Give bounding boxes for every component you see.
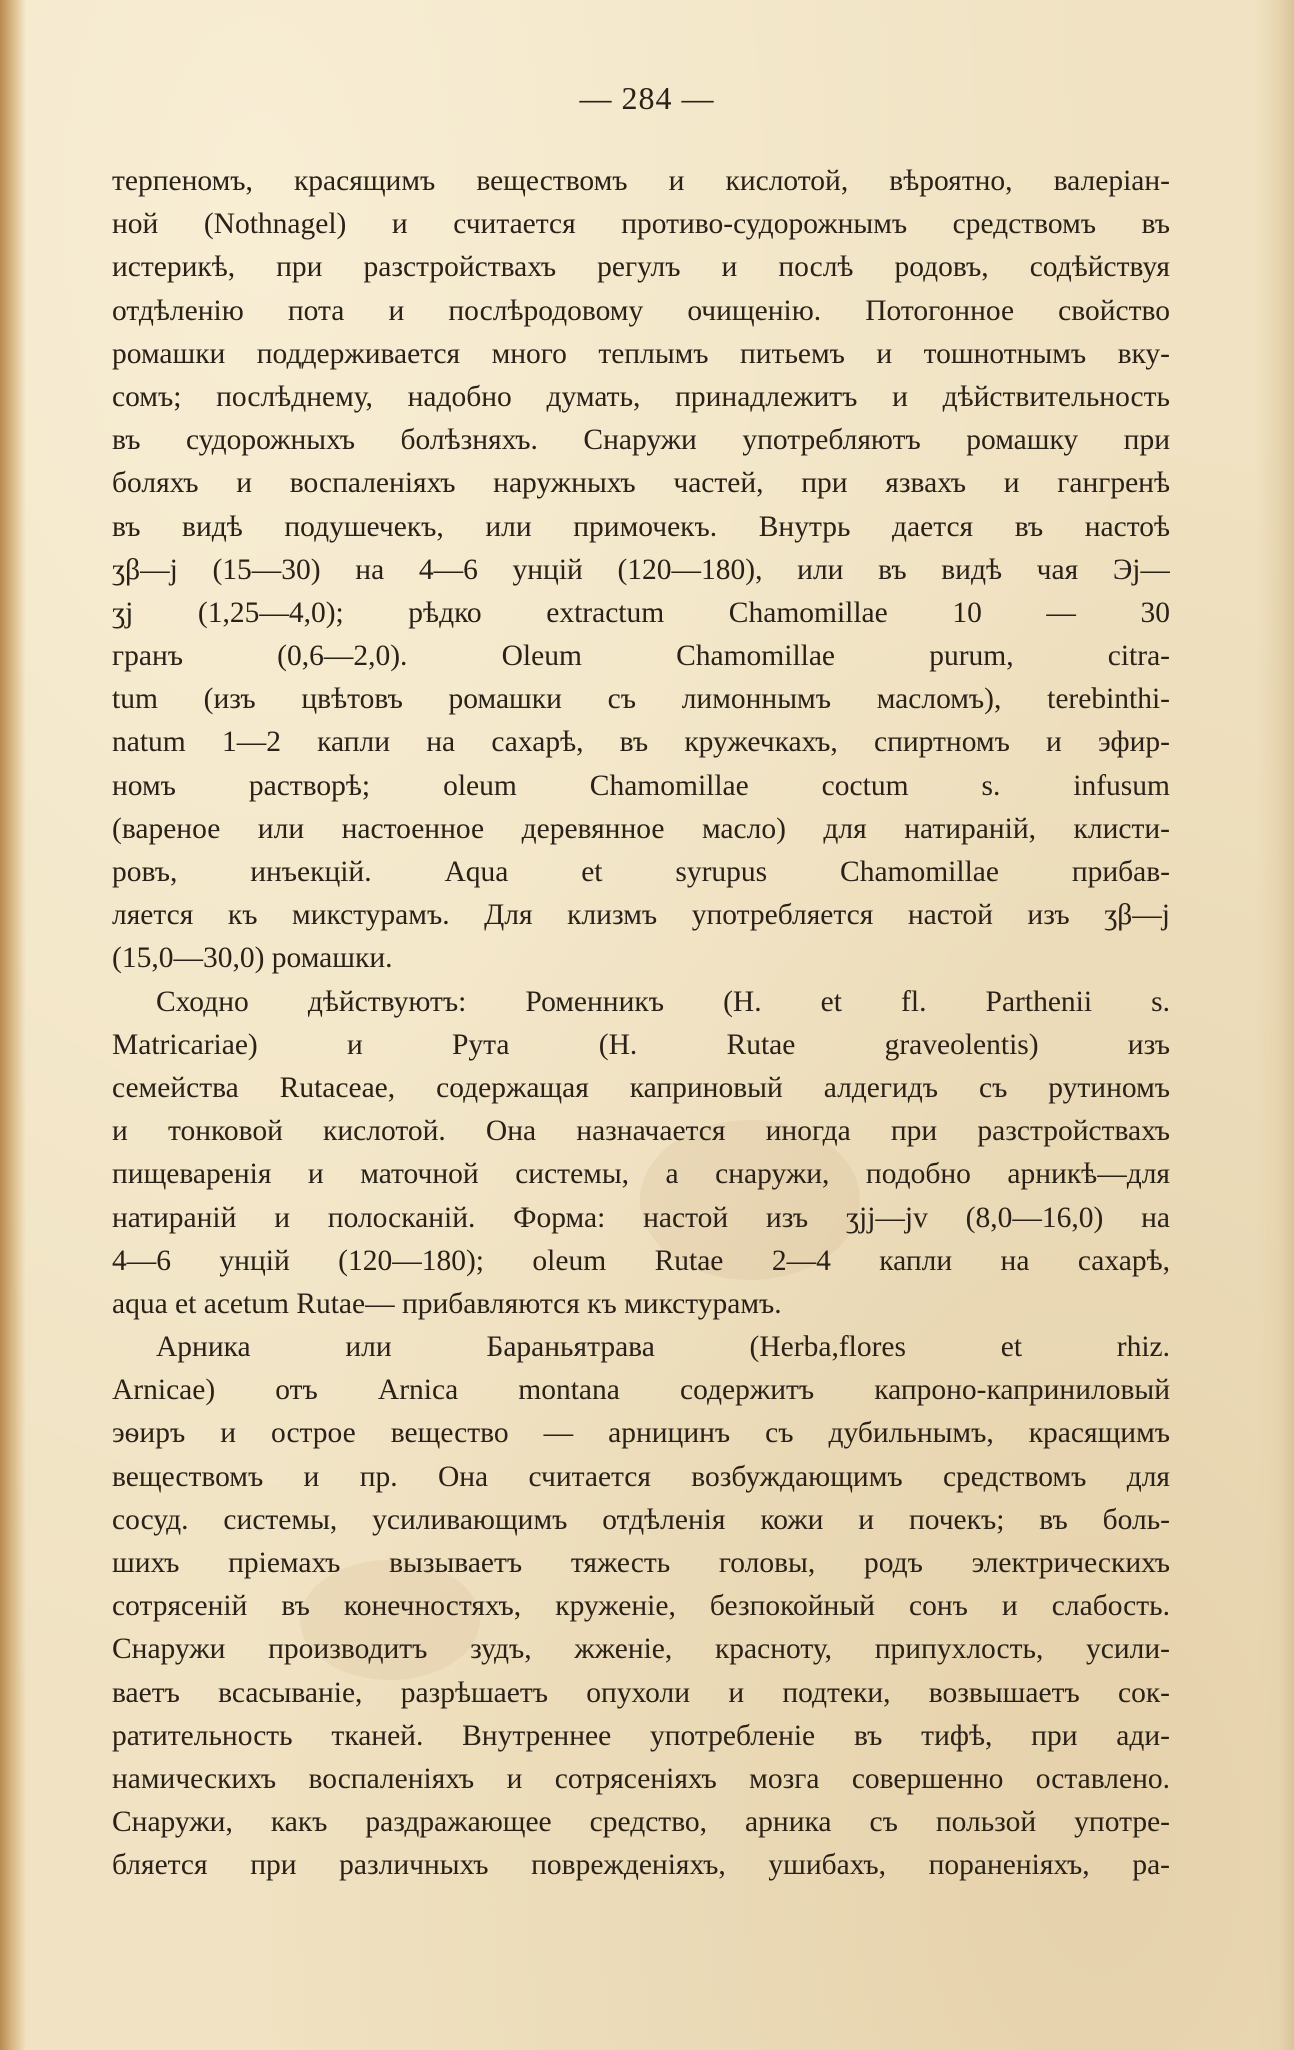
text-line: ратительность тканей. Внутреннее употребленіе въ тифѣ, при ади-	[112, 1719, 1170, 1752]
text-line: сомъ; послѣднему, надобно думать, принадлежитъ и дѣйствительность	[112, 380, 1170, 413]
text-line: Арника или Бараньятрава (Herba,flores et rhiz.	[156, 1331, 1170, 1364]
text-line: ляется къ микстурамъ. Для клизмъ употребляется настой изъ ʒβ—j	[112, 899, 1170, 932]
text-line: въ видѣ подушечекъ, или примочекъ. Внутрь дается въ настоѣ	[112, 510, 1170, 543]
page-edge	[1256, 0, 1294, 2050]
text-line: отдѣленію пота и послѣродовому очищенію. Потогонное свойство	[112, 294, 1170, 327]
text-line: номъ растворѣ; oleum Chamomillae coctum s. infusum	[112, 769, 1170, 802]
text-line: Matricariae) и Рута (H. Rutae graveolentis) изъ	[112, 1028, 1170, 1061]
text-line: истерикѣ, при разстройствахъ регулъ и послѣ родовъ, содѣйствуя	[112, 251, 1170, 284]
text-line: боляхъ и воспаленіяхъ наружныхъ частей, при язвахъ и гангренѣ	[112, 467, 1170, 500]
text-line: tum (изъ цвѣтовъ ромашки съ лимоннымъ масломъ), terebinthi-	[112, 683, 1170, 716]
text-line: въ судорожныхъ болѣзняхъ. Снаружи употребляютъ ромашку при	[112, 424, 1170, 457]
text-line: Сходно дѣйствуютъ: Роменникъ (H. et fl. Parthenii s.	[156, 985, 1170, 1018]
text-line: ʒβ—j (15—30) на 4—6 унцій (120—180), или въ видѣ чая Эj—	[112, 553, 1170, 586]
text-line: эѳиръ и острое вещество — арницинъ съ дубильнымъ, красящимъ	[112, 1417, 1170, 1450]
text-line: ваетъ всасываніе, разрѣшаетъ опухоли и подтеки, возвышаетъ сок-	[112, 1676, 1170, 1709]
text-line: (вареное или настоенное деревянное масло) для натираній, клисти-	[112, 812, 1170, 845]
text-line: 4—6 унцій (120—180); oleum Rutae 2—4 капли на сахарѣ,	[112, 1244, 1170, 1277]
text-line: Снаружи производитъ зудъ, жженіе, красноту, припухлость, усили-	[112, 1633, 1170, 1666]
text-line: пищеваренія и маточной системы, а снаружи, подобно арникѣ—для	[112, 1158, 1170, 1191]
text-line: ной (Nothnagel) и считается противо-судорожнымъ средствомъ въ	[112, 208, 1170, 241]
text-line: natum 1—2 капли на сахарѣ, въ кружечкахъ, спиртномъ и эфир-	[112, 726, 1170, 759]
text-line: Arnicae) отъ Arnica montana содержитъ капроно-каприниловый	[112, 1374, 1170, 1407]
text-line: шихъ пріемахъ вызываетъ тяжесть головы, родъ электрическихъ	[112, 1547, 1170, 1579]
text-line: гранъ (0,6—2,0). Oleum Chamomillae purum, citra-	[112, 640, 1170, 673]
text-line: семейства Rutaceae, содержащая каприновый алдегидъ съ рутиномъ	[112, 1071, 1170, 1104]
text-line: ромашки поддерживается много теплымъ питьемъ и тошнотнымъ вку-	[112, 337, 1170, 370]
text-line: натираній и полосканій. Форма: настой изъ ʒjj—jv (8,0—16,0) на	[112, 1201, 1170, 1234]
binding-shadow	[0, 0, 26, 2050]
text-line: сотрясеній въ конечностяхъ, круженіе, безпокойный сонъ и слабость.	[112, 1590, 1170, 1623]
text-line: ровъ, инъекцій. Aqua et syrupus Chamomillae прибав-	[112, 856, 1170, 888]
text-line: и тонковой кислотой. Она назначается иногда при разстройствахъ	[112, 1115, 1170, 1148]
text-line: бляется при различныхъ поврежденіяхъ, ушибахъ, пораненіяхъ, ра-	[112, 1849, 1170, 1882]
text-line: aqua et acetum Rutae— прибавляются къ микстурамъ.	[112, 1287, 782, 1320]
body-text	[112, 160, 1170, 1888]
text-line: (15,0—30,0) ромашки.	[112, 942, 393, 975]
text-line: намическихъ воспаленіяхъ и сотрясеніяхъ мозга совершенно оставлено.	[112, 1762, 1170, 1795]
text-line: сосуд. системы, усиливающимъ отдѣленія кожи и почекъ; въ боль-	[112, 1503, 1170, 1536]
text-line: терпеномъ, красящимъ веществомъ и кислотой, вѣроятно, валеріан-	[112, 165, 1170, 197]
text-line: веществомъ и пр. Она считается возбуждающимъ средствомъ для	[112, 1460, 1170, 1493]
page-number: — 284 —	[579, 80, 715, 116]
text-line: Снаружи, какъ раздражающее средство, арника съ пользой употре-	[112, 1806, 1170, 1839]
text-line: ʒj (1,25—4,0); рѣдко extractum Chamomillae 10 — 30	[112, 596, 1170, 629]
